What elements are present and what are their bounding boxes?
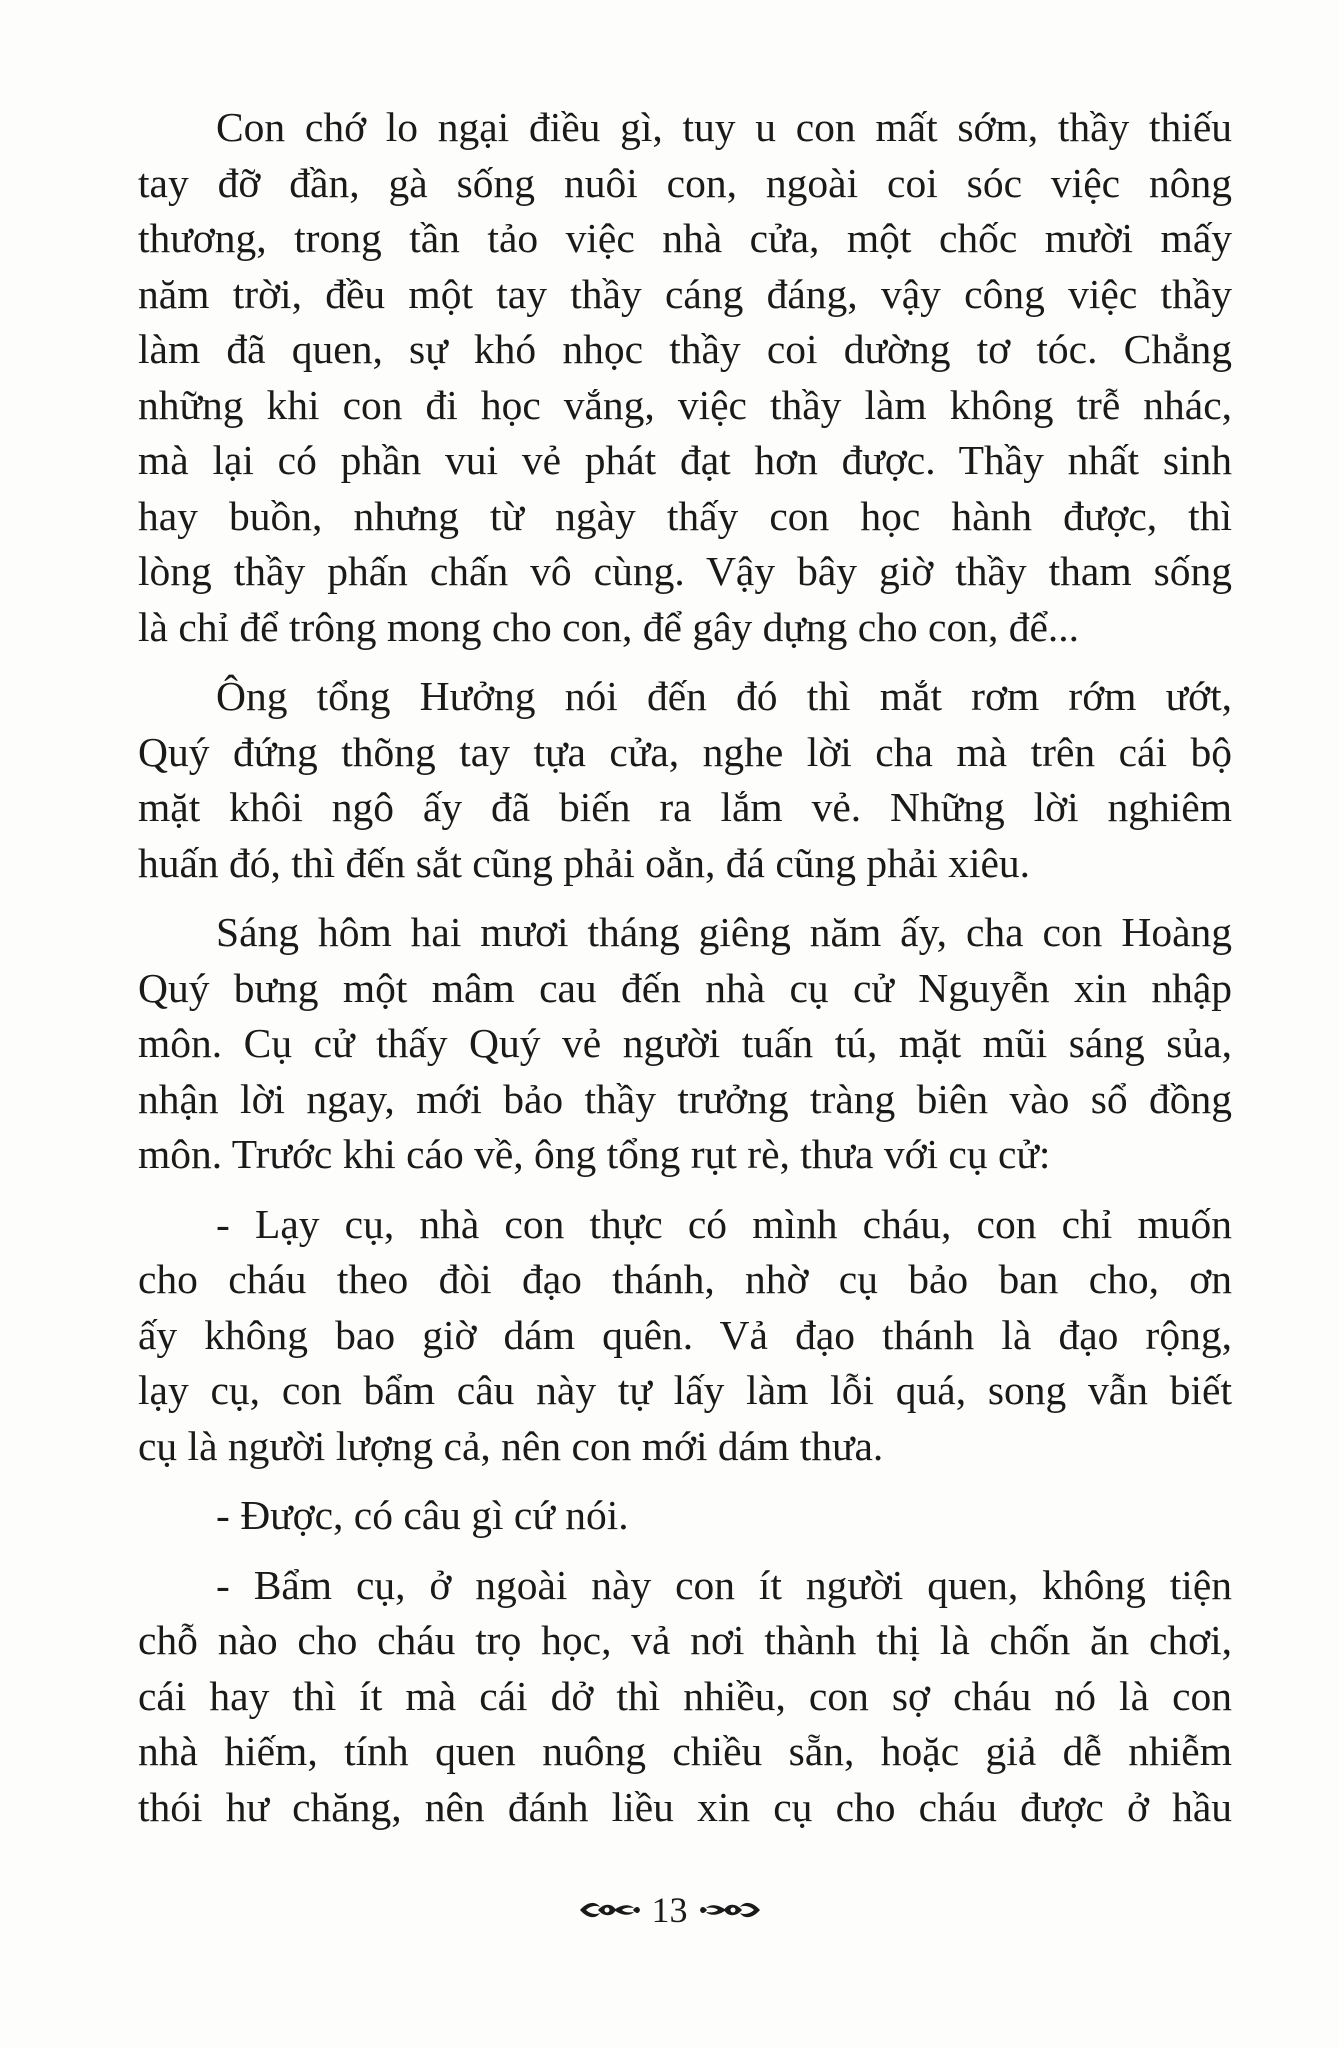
text-line: cho cháu theo đòi đạo thánh, nhờ cụ bảo ban cho, ơn — [138, 1256, 1232, 1302]
text-line: ấy không bao giờ dám quên. Vả đạo thánh là đạo rộng, — [138, 1311, 1232, 1358]
paragraph — [138, 905, 1232, 1183]
page-footer — [0, 1880, 1339, 1940]
text-line: nhà hiếm, tính quen nuông chiều sẵn, hoặc giả dễ nhiễm — [138, 1728, 1232, 1774]
text-line: môn. Cụ cử thấy Quý vẻ người tuấn tú, mặt mũi sáng sủa, — [138, 1020, 1232, 1066]
text-line: Ông tổng Hưởng nói đến đó thì mắt rơm rớm ướt, — [216, 673, 1232, 719]
text-line: huấn đó, thì đến sắt cũng phải oằn, đá cũng phải xiêu. — [138, 839, 1031, 886]
text-line: chỗ nào cho cháu trọ học, vả nơi thành thị là chốn ăn chơi, — [138, 1617, 1232, 1663]
text-line: Quý đứng thõng tay tựa cửa, nghe lời cha mà trên cái bộ — [138, 728, 1232, 775]
text-line: cụ là người lượng cả, nên con mới dám thưa. — [138, 1422, 884, 1469]
paragraph — [138, 1488, 1232, 1544]
text-line: tay đỡ đần, gà sống nuôi con, ngoài coi sóc việc nông — [138, 159, 1232, 206]
text-line: năm trời, đều một tay thầy cáng đáng, vậy công việc thầy — [138, 270, 1232, 317]
text-line: những khi con đi học vắng, việc thầy làm không trễ nhác, — [138, 381, 1232, 428]
text-line: nhận lời ngay, mới bảo thầy trưởng tràng biên vào sổ đồng — [138, 1075, 1232, 1122]
text-line: Sáng hôm hai mươi tháng giêng năm ấy, cha con Hoàng — [216, 909, 1232, 955]
floral-ornament-right-icon — [698, 1895, 762, 1925]
paragraph — [138, 100, 1232, 655]
text-line: làm đã quen, sự khó nhọc thầy coi dường tơ tóc. Chẳng — [138, 326, 1232, 372]
text-line: hay buồn, nhưng từ ngày thấy con học hành được, thì — [138, 492, 1232, 539]
text-line: thương, trong tần tảo việc nhà cửa, một chốc mười mấy — [138, 215, 1232, 261]
text-line: Con chớ lo ngại điều gì, tuy u con mất sớm, thầy thiếu — [216, 104, 1232, 150]
text-line: cái hay thì ít mà cái dở thì nhiều, con sợ cháu nó là con — [138, 1672, 1232, 1719]
text-line: - Bẩm cụ, ở ngoài này con ít người quen, không tiện — [216, 1561, 1232, 1608]
body-text — [138, 100, 1232, 1835]
page-number: 13 — [651, 1890, 688, 1930]
paragraph — [138, 1197, 1232, 1475]
text-line: Quý bưng một mâm cau đến nhà cụ cử Nguyễn xin nhập — [138, 964, 1232, 1011]
text-line: mặt khôi ngô ấy đã biến ra lắm vẻ. Những lời nghiêm — [138, 784, 1232, 830]
text-line: thói hư chăng, nên đánh liều xin cụ cho cháu được ở hầu — [138, 1783, 1232, 1830]
text-line: - Được, có câu gì cứ nói. — [216, 1492, 629, 1538]
text-line: mà lại có phần vui vẻ phát đạt hơn được. Thầy nhất sinh — [138, 437, 1232, 483]
text-line: là chỉ để trông mong cho con, để gây dựng cho con, để... — [138, 603, 1080, 650]
text-line: môn. Trước khi cáo về, ông tổng rụt rè, thưa với cụ cử: — [138, 1131, 1051, 1177]
floral-ornament-left-icon — [578, 1895, 642, 1925]
paragraph — [138, 669, 1232, 891]
paragraph — [138, 1558, 1232, 1836]
text-line: lạy cụ, con bẩm câu này tự lấy làm lỗi quá, song vẫn biết — [138, 1367, 1232, 1413]
text-line: - Lạy cụ, nhà con thực có mình cháu, con chỉ muốn — [216, 1200, 1232, 1247]
text-line: lòng thầy phấn chấn vô cùng. Vậy bây giờ thầy tham sống — [138, 548, 1232, 594]
